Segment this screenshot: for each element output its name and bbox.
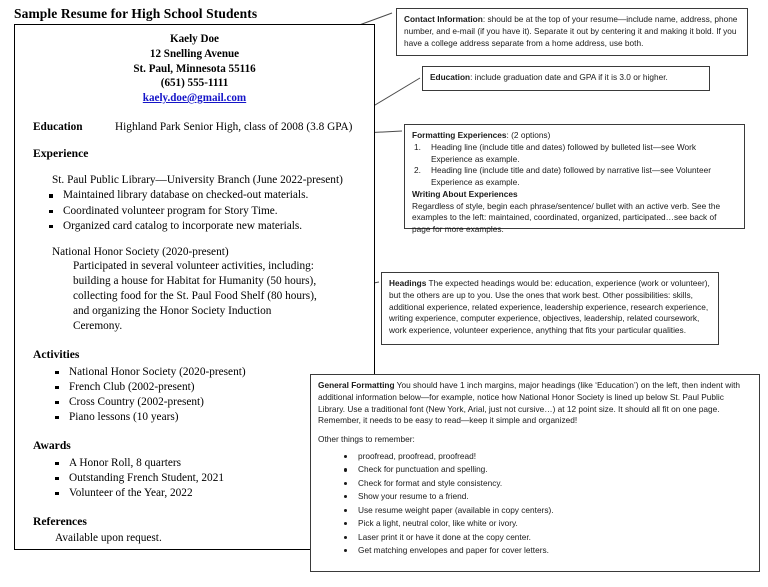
other-things-label: Other things to remember:: [318, 434, 415, 445]
education-row: [33, 120, 374, 134]
list-item: Outstanding French Student, 2021: [55, 471, 374, 486]
contact-block: [15, 25, 374, 106]
callout-label: Contact Information: [404, 14, 483, 24]
resume-city-state-zip: St. Paul, Minnesota 55116: [133, 62, 256, 75]
list-item: Piano lessons (10 years): [55, 410, 374, 425]
callout-contact-information: [396, 8, 748, 56]
list-item: proofread, proofread, proofread!: [344, 450, 752, 463]
formatting-options-list: [412, 142, 737, 189]
list-item: Laser print it or have it done at the copy center.: [344, 531, 752, 544]
activities-heading: Activities: [33, 348, 80, 362]
experience-job-nhs: [52, 245, 374, 335]
list-item: Check for format and style consistency.: [344, 477, 752, 490]
list-item: Use resume weight paper (available in copy centers).: [344, 504, 752, 517]
list-item: French Club (2002-present): [55, 380, 374, 395]
resume-email-link[interactable]: kaely.doe@gmail.com: [142, 92, 247, 104]
option-number: 1.: [414, 141, 421, 152]
resume-name: Kaely Doe: [170, 33, 219, 45]
list-item: Coordinated volunteer program for Story Time.: [49, 204, 374, 219]
list-item: Organized card catalog to incorporate new materials.: [49, 219, 374, 234]
callout-body: : should be at the top of your resume—include name, address, phone number, and e-mail (if you have it). Separate it out by centering it and making it bold. If you have a college address separate from a home address, use both.: [404, 14, 738, 48]
job-title: National Honor Society (2020-present): [52, 245, 229, 258]
awards-heading: Awards: [33, 438, 71, 452]
list-item: A Honor Roll, 8 quarters: [55, 456, 374, 471]
list-item: Get matching envelopes and paper for cover letters.: [344, 544, 752, 557]
option-text: Heading line (include title and dates) followed by bulleted list—see Work Experience as example.: [431, 141, 697, 164]
references-value: Available upon request.: [55, 531, 162, 544]
resume-street: 12 Snelling Avenue: [149, 47, 240, 60]
callout-label: Headings: [389, 278, 427, 288]
list-item: Pick a light, neutral color, like white or ivory.: [344, 517, 752, 530]
list-item: [412, 165, 737, 189]
experience-job-library: [52, 173, 374, 187]
list-item: [412, 142, 737, 166]
callout-body: : include graduation date and GPA if it is 3.0 or higher.: [470, 72, 668, 82]
list-item: Volunteer of the Year, 2022: [55, 486, 374, 501]
callout-formatting-experiences: [404, 124, 745, 235]
general-tips-list: [318, 450, 752, 558]
callout-label: General Formatting: [318, 380, 395, 390]
callout-education: [422, 66, 710, 91]
callout-label: Formatting Experiences: [412, 130, 507, 140]
list-item: Check for punctuation and spelling.: [344, 463, 752, 476]
job-title: St. Paul Public Library—University Branch (June 2022-present): [52, 174, 343, 187]
callout-sublabel: : (2 options): [506, 130, 551, 140]
education-heading: Education: [33, 120, 83, 133]
experience-heading: Experience: [33, 147, 89, 161]
education-value: Highland Park Senior High, class of 2008 (3.8 GPA): [115, 120, 353, 133]
writing-about-experiences-body: Regardless of style, begin each phrase/sentence/ bullet with an active verb. See the examples to the left: maintained, coordinated, organized, participated…see back of page for more examples.: [412, 200, 721, 235]
list-item: Show your resume to a friend.: [344, 490, 752, 503]
references-heading: References: [33, 514, 87, 528]
option-number: 2.: [414, 165, 421, 176]
list-item: National Honor Society (2020-present): [55, 365, 374, 380]
callout-body: The expected headings would be: education, experience (work or volunteer), but the others are up to you. Use the ones that work best. Other possibilities: skills, additional experience, related experience, leadership experience, research experience, writing experience, computer experience, objectives, leadership, related coursework, work experience, volunteer experience, anything that fits your particular qualities.: [389, 278, 710, 336]
job-bullet-list: [15, 188, 374, 233]
callout-body: You should have 1 inch margins, major headings (like ‘Education’) on the left, then indent with additional information below—for example, notice how National Honor Society is lined up below St. Paul Public Library. Use a traditional font (New York, Arial, just not cursive…) at 12 point size. It should all fit on one page. Remember, it needs to be easy to read—keep it simple and organized!: [318, 380, 740, 426]
callout-headings: [381, 272, 719, 345]
writing-about-experiences-label: Writing About Experiences: [412, 188, 518, 199]
callout-general-formatting: [310, 374, 760, 572]
option-text: Heading line (include title and date) followed by narrative list—see Volunteer Experience as example.: [431, 165, 711, 188]
job-narrative: Participated in several volunteer activities, including: building a house for Habitat for Humanity (50 hours), collecting food for the St. Paul Food Shelf (80 hours), and organizing the Honor Society Induction Ceremony.: [73, 259, 317, 333]
resume-phone: (651) 555-1111: [160, 77, 229, 90]
list-item: Cross Country (2002-present): [55, 395, 374, 410]
page-title: Sample Resume for High School Students: [14, 6, 258, 21]
list-item: Maintained library database on checked-out materials.: [49, 188, 374, 203]
callout-label: Education: [430, 72, 471, 82]
